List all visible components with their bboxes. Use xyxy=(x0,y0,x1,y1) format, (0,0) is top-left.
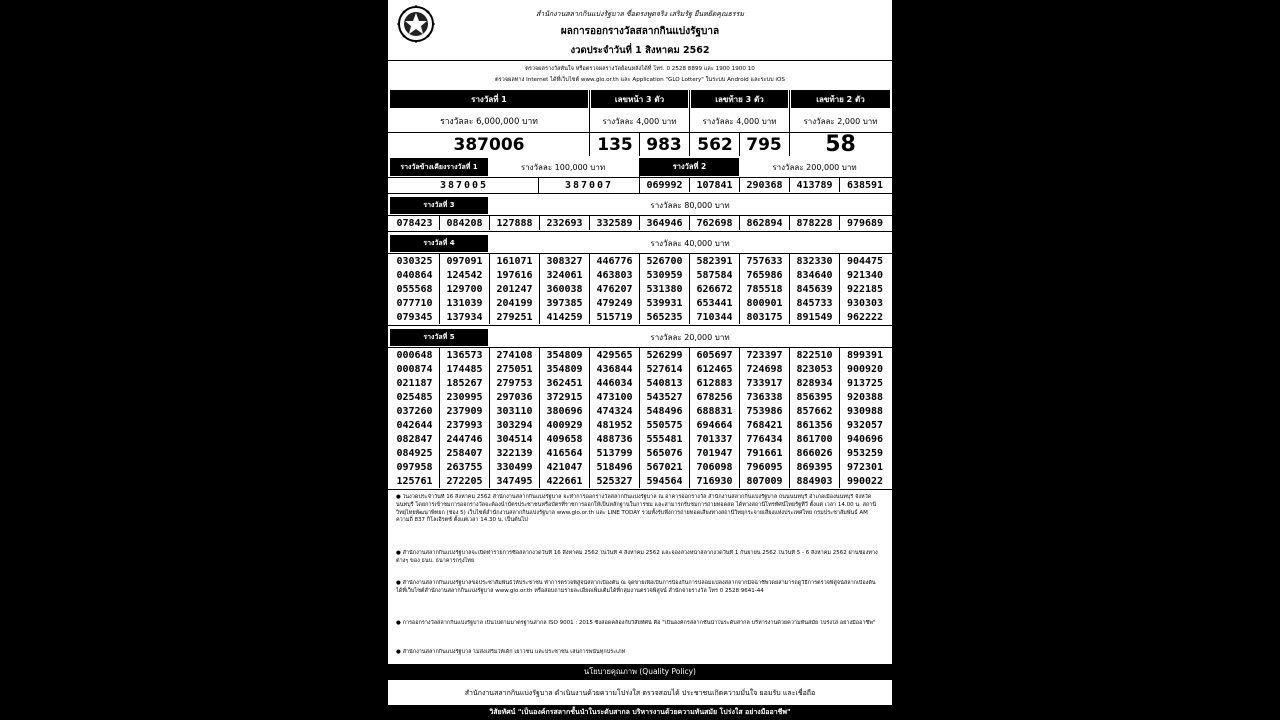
prize5-number: 776434 xyxy=(740,432,790,446)
prize5-number: 042644 xyxy=(390,418,440,432)
prize4-number: 930303 xyxy=(846,297,884,309)
prize4-number: 079345 xyxy=(390,310,440,324)
prize5-number: 861700 xyxy=(790,432,840,446)
prize4-number: 710344 xyxy=(690,310,740,324)
first-prize-amount: รางวัลละ 6,000,000 บาท xyxy=(440,117,538,127)
prize2-number: 290368 xyxy=(740,178,790,192)
notice-text: สำนักงานสลากกินแบ่งรัฐบาล ไม่ส่งเสริมให้เด็ก เยาวชน และประชาชน เล่นการพนันทุกประเภท xyxy=(402,649,626,655)
prize5-number: 347495 xyxy=(490,474,540,488)
prize5-number: 174485 xyxy=(440,362,490,376)
prize4-number: 582391 xyxy=(690,254,740,268)
prize4-number: 201247 xyxy=(490,282,540,296)
prize3-number: 878228 xyxy=(790,216,840,230)
back3-amount: รางวัลละ 4,000 บาท xyxy=(702,116,777,126)
prize5-number: 913725 xyxy=(846,377,884,389)
prize5-number: 753986 xyxy=(740,404,790,418)
prize4-number: 626672 xyxy=(690,282,740,296)
prize3-numbers xyxy=(390,216,890,230)
prize2-number: 069992 xyxy=(640,178,690,192)
prize4-number: 097091 xyxy=(440,254,490,268)
prize5-number: 481952 xyxy=(590,418,640,432)
prize3-number: 332589 xyxy=(590,216,640,230)
prize2-amount: รางวัลละ 200,000 บาท xyxy=(772,162,857,172)
prize3-number: 364946 xyxy=(640,216,690,230)
prize4-number: 765986 xyxy=(740,268,790,282)
prize3-number: 862894 xyxy=(740,216,790,230)
prize4-number: 279251 xyxy=(490,310,540,324)
prize5-number: 429565 xyxy=(590,348,640,362)
divider xyxy=(639,133,640,156)
prize5-number: 856395 xyxy=(790,390,840,404)
prize5-number: 244746 xyxy=(440,432,490,446)
prize5-number: 791661 xyxy=(740,446,790,460)
prize3-number: 084208 xyxy=(440,216,490,230)
notice-item: ● ในงวดประจำวันที่ 16 สิงหาคม 2562 สำนักงานสลากกินแบ่งรัฐบาล จะทำการออกรางวัลสลากกินแบ่งรัฐบาล ณ อาคารออกรางวัล สำนักงานสลากกินแบ่งรัฐบาล ถนนนนทบุรี อำเภอเมืองนนทบุรี จังหวัดนนทบุรี โดยการเข้าชมการออกรางวัลจะต้องนำบัตรประชาชนหรือบัตรที่ราชการออกให้เป็นหลักฐานในการชม และสามารถรับชมการถ่ายทอดสด ได้ทางสถานีโทรทัศน์ไทยรัฐทีวี ตั้งแต่ เวลา 14.00 น. สถานีวิทยุไทยพัฒนาพิทยก (ช่อง 5) เว็บไซต์สำนักงานสลากกินแบ่งรัฐบาล www.glo.or.th และ LINE TODAY รวมทั้งรับฟังการถ่ายทอดเสียงทางสถานีวิทยุกระจายเสียงแห่งประเทศไทย กรมประชาสัมพันธ์ AM ความถี่ 837 กิโลเฮิรตซ์ ตั้งแต่เวลา 14.30 น. เป็นต้นไป xyxy=(396,494,877,524)
prize4-number: 565235 xyxy=(640,310,690,324)
prize4-number: 515719 xyxy=(590,310,640,324)
prize5-number: 900920 xyxy=(846,363,884,375)
prize2-number: 638591 xyxy=(846,179,884,191)
prize4-number: 308327 xyxy=(540,254,590,268)
prize2-number: 107841 xyxy=(690,178,740,192)
prize5-number: 303294 xyxy=(490,418,540,432)
prize4-number: 526700 xyxy=(640,254,690,268)
prize4-label: รางวัลที่ 4 xyxy=(390,235,488,252)
prize5-number: 362451 xyxy=(540,376,590,390)
prize5-number: 518496 xyxy=(590,460,640,474)
prize5-number: 421047 xyxy=(540,460,590,474)
prize5-number: 565076 xyxy=(640,446,690,460)
prize5-number: 567021 xyxy=(640,460,690,474)
prize4-number: 077710 xyxy=(390,296,440,310)
prize4-numbers xyxy=(390,254,890,324)
prize5-number: 380696 xyxy=(540,404,590,418)
prize5-number: 701947 xyxy=(690,446,740,460)
front3-number-b: 983 xyxy=(646,134,682,155)
prize4-number: 131039 xyxy=(440,296,490,310)
prize5-number: 828934 xyxy=(790,376,840,390)
notice-item: ● สำนักงานสลากกินแบ่งรัฐบาลจะเปิดทำรายการซื้อสลากงวดวันที่ 16 สิงหาคม 2562 ในวันที่ 4 สิงหาคม 2562 และจองล่วงหน้าสลากงวดวันที่ 1 กันยายน 2562 ในวันที่ 5 - 6 สิงหาคม 2562 ผ่านช่องทางต่างๆ ของ ธนบ. ธนาคารกรุงไทย xyxy=(396,550,878,564)
prize5-number: 354809 xyxy=(540,362,590,376)
prize4-number: 414259 xyxy=(540,310,590,324)
prize5-number: 237993 xyxy=(440,418,490,432)
prize4-number: 446776 xyxy=(590,254,640,268)
prize4-number: 124542 xyxy=(440,268,490,282)
prize4-number: 904475 xyxy=(846,255,884,267)
prize5-number: 436844 xyxy=(590,362,640,376)
prize4-number: 845733 xyxy=(790,296,840,310)
prize4-number: 360038 xyxy=(540,282,590,296)
prize4-number: 845639 xyxy=(790,282,840,296)
prize5-number: 612883 xyxy=(690,376,740,390)
front3-label: เลขหน้า 3 ตัว xyxy=(591,90,688,108)
prize4-number: 757633 xyxy=(740,254,790,268)
prize4-number: 055568 xyxy=(390,282,440,296)
notice-text: การออกรางวัลสลากกินแบ่งรัฐบาล เป็นไปตามมาตรฐานสากล ISO 9001 : 2015 ซึ่งสอดคล้องกับวิสัยทัศน์ คือ "เป็นองค์กรสลากชั้นนำในระดับสากล บริหารงานด้วยความทันสมัย โปร่งใส อย่างมืออาชีพ" xyxy=(402,620,876,626)
notice-item: ● สำนักงานสลากกินแบ่งรัฐบาล ไม่ส่งเสริมให้เด็ก เยาวชน และประชาชน เล่นการพนันทุกประเภท xyxy=(396,649,626,655)
prize4-number: 834640 xyxy=(790,268,840,282)
back3-number-b: 795 xyxy=(746,134,782,155)
prize5-number: 940696 xyxy=(846,433,884,445)
prize5-number: 823053 xyxy=(790,362,840,376)
prize3-label: รางวัลที่ 3 xyxy=(390,197,488,214)
prize4-number: 463803 xyxy=(590,268,640,282)
prize5-number: 237909 xyxy=(440,404,490,418)
prize5-number: 857662 xyxy=(790,404,840,418)
prize5-number: 612465 xyxy=(690,362,740,376)
prize5-number: 025485 xyxy=(390,390,440,404)
prize5-number: 037260 xyxy=(390,404,440,418)
prize4-number: 653441 xyxy=(690,296,740,310)
prize5-number: 474324 xyxy=(590,404,640,418)
prize5-number: 000648 xyxy=(390,348,440,362)
prize5-number: 258407 xyxy=(440,446,490,460)
prize5-number: 678256 xyxy=(690,390,740,404)
prize5-number: 263755 xyxy=(440,460,490,474)
prize5-number: 723397 xyxy=(740,348,790,362)
prize5-number: 272205 xyxy=(440,474,490,488)
notice-item: ● การออกรางวัลสลากกินแบ่งรัฐบาล เป็นไปตามมาตรฐานสากล ISO 9001 : 2015 ซึ่งสอดคล้องกับวิสัยทัศน์ คือ "เป็นองค์กรสลากชั้นนำในระดับสากล บริหารงานด้วยความทันสมัย โปร่งใส อย่างมืออาชีพ" xyxy=(396,620,876,626)
prize5-number: 422661 xyxy=(540,474,590,488)
near-first-number-1: 387005 xyxy=(439,180,489,191)
prize5-number: 688831 xyxy=(690,404,740,418)
prize5-number: 953259 xyxy=(846,447,884,459)
prize4-number: 040864 xyxy=(390,268,440,282)
divider xyxy=(388,325,892,326)
back3-label: เลขท้าย 3 ตัว xyxy=(691,90,788,108)
prize5-number: 543527 xyxy=(640,390,690,404)
prize5-number: 322139 xyxy=(490,446,540,460)
quality-policy-title: นโยบายคุณภาพ (Quality Policy) xyxy=(388,664,892,680)
prize5-number: 807009 xyxy=(740,474,790,488)
prize5-number: 706098 xyxy=(690,460,740,474)
prize4-number: 832330 xyxy=(790,254,840,268)
prize5-numbers xyxy=(390,348,890,488)
check-web-note: ตรวจผลทาง Internet ได้ที่เว็บไซต์ www.glo.or.th และ Application "GLO Lottery" ในระบบ Android และระบบ iOS xyxy=(495,77,785,83)
prize5-number: 733917 xyxy=(740,376,790,390)
prize5-number: 694664 xyxy=(690,418,740,432)
prize4-number: 803175 xyxy=(740,310,790,324)
prize4-number: 479249 xyxy=(590,296,640,310)
prize2-numbers xyxy=(640,178,890,192)
prize5-number: 724698 xyxy=(740,362,790,376)
prize4-number: 137934 xyxy=(440,310,490,324)
prize5-number: 701337 xyxy=(690,432,740,446)
notice-text: ในงวดประจำวันที่ 16 สิงหาคม 2562 สำนักงานสลากกินแบ่งรัฐบาล จะทำการออกรางวัลสลากกินแบ่งรัฐบาล ณ อาคารออกรางวัล สำนักงานสลากกินแบ่งรัฐบาล ถนนนนทบุรี อำเภอเมืองนนทบุรี จังหวัดนนทบุรี โดยการเข้าชมการออกรางวัลจะต้องนำบัตรประชาชนหรือบัตรที่ราชการออกให้เป็นหลักฐานในการชม และสามารถรับชมการถ่ายทอดสด ได้ทางสถานีโทรทัศน์ไทยรัฐทีวี ตั้งแต่ เวลา 14.00 น. สถานีวิทยุไทยพัฒนาพิทยก (ช่อง 5) เว็บไซต์สำนักงานสลากกินแบ่งรัฐบาล www.glo.or.th และ LINE TODAY รวมทั้งรับฟังการถ่ายทอดเสียงทางสถานีวิทยุกระจายเสียงแห่งประเทศไทย กรมประชาสัมพันธ์ AM ความถี่ 837 กิโลเฮิรตซ์ ตั้งแต่เวลา 14.30 น. เป็นต้นไป xyxy=(396,494,877,524)
divider xyxy=(689,90,690,156)
prize5-number: 990022 xyxy=(846,475,884,487)
prize5-number: 884903 xyxy=(790,474,840,488)
prize5-number: 084925 xyxy=(390,446,440,460)
prize5-number: 605697 xyxy=(690,348,740,362)
prize5-number: 416564 xyxy=(540,446,590,460)
prize5-number: 400929 xyxy=(540,418,590,432)
near-first-amount: รางวัลละ 100,000 บาท xyxy=(520,162,606,172)
prize4-number: 530959 xyxy=(640,268,690,282)
prize5-number: 513799 xyxy=(590,446,640,460)
vision-banner: วิสัยทัศน์ "เป็นองค์กรสลากชั้นนำในระดับสากล บริหารงานด้วยความทันสมัย โปร่งใส อย่างมืออาชีพ" xyxy=(388,705,892,720)
org-line: สำนักงานสลากกินแบ่งรัฐบาล ซื่อตรงพูดจริง เสริมรัฐ ยืนหยัดคุณธรรม xyxy=(536,10,744,18)
prize5-number: 275051 xyxy=(490,362,540,376)
divider xyxy=(589,90,590,156)
prize5-number: 866026 xyxy=(790,446,840,460)
prize5-number: 136573 xyxy=(440,348,490,362)
front3-number-a: 135 xyxy=(597,134,633,155)
prize5-number: 930988 xyxy=(846,405,884,417)
prize5-number: 540813 xyxy=(640,376,690,390)
prize5-number: 548496 xyxy=(640,404,690,418)
check-phone-note: ตรวจผลรางวัลทันใจ หรือตรวจผลรางวัลย้อนหลังได้ที่ โทร. 0 2528 8899 และ 1900 1900 10 xyxy=(525,66,755,72)
prize5-number: 297036 xyxy=(490,390,540,404)
prize5-number: 125761 xyxy=(390,474,440,488)
prize5-number: 526299 xyxy=(640,348,690,362)
quality-policy-text: สำนักงานสลากกินแบ่งรัฐบาล ดำเนินงานด้วยความโปร่งใส ตรวจสอบได้ ประชาชนเกิดความมั่นใจ ยอมรับ และเชื่อถือ xyxy=(464,689,816,697)
prize4-number: 397385 xyxy=(540,296,590,310)
prize5-number: 372915 xyxy=(540,390,590,404)
page-title: ผลการออกรางวัลสลากกินแบ่งรัฐบาล xyxy=(560,26,720,37)
prize5-number: 304514 xyxy=(490,432,540,446)
prize5-number: 303110 xyxy=(490,404,540,418)
prize4-number: 962222 xyxy=(846,311,884,323)
prize5-number: 082847 xyxy=(390,432,440,446)
prize5-number: 736338 xyxy=(740,390,790,404)
prize2-number: 413789 xyxy=(790,178,840,192)
prize5-number: 446034 xyxy=(590,376,640,390)
prize5-amount: รางวัลละ 20,000 บาท xyxy=(650,333,730,342)
prize5-number: 473100 xyxy=(590,390,640,404)
prize3-number: 979689 xyxy=(846,217,884,229)
front3-amount: รางวัลละ 4,000 บาท xyxy=(602,116,677,126)
divider xyxy=(789,90,790,156)
prize3-number: 762698 xyxy=(690,216,740,230)
prize5-number: 274108 xyxy=(490,348,540,362)
notice-text: สำนักงานสลากกินแบ่งรัฐบาลขอประชาสัมพันธ์ให้ประชาชน ทำการตรวจพิสูจน์สลากเบื้องต้น ณ จุดขายเพื่อเป็นการป้องกันการปลอมแปลงสลากจากมิจฉาชีพโดยสามารถดูวิธีการตรวจพิสูจน์สลากเบื้องต้นได้ที่เว็บไซต์สำนักงานสลากกินแบ่งรัฐบาล www.glo.or.th หรือสอบถามรายละเอียดเพิ่มเติมได้ที่กลุ่มงานตรวจพิสูจน์ สำนักจ่ายรางวัล โทร 0 2528 9641-44 xyxy=(396,580,876,594)
prize4-number: 324061 xyxy=(540,268,590,282)
lottery-result-sheet xyxy=(388,0,892,720)
prize4-number: 129700 xyxy=(440,282,490,296)
prize5-number: 097958 xyxy=(390,460,440,474)
prize5-number: 899391 xyxy=(846,349,884,361)
prize5-number: 409658 xyxy=(540,432,590,446)
back2-amount: รางวัลละ 2,000 บาท xyxy=(803,116,878,126)
prize4-number: 800901 xyxy=(740,296,790,310)
prize4-number: 785518 xyxy=(740,282,790,296)
back2-label: เลขท้าย 2 ตัว xyxy=(791,90,890,108)
prize5-number: 525327 xyxy=(590,474,640,488)
prize4-number: 921340 xyxy=(846,269,884,281)
prize4-number: 587584 xyxy=(690,268,740,282)
prize4-number: 204199 xyxy=(490,296,540,310)
prize5-number: 488736 xyxy=(590,432,640,446)
prize5-number: 972301 xyxy=(846,461,884,473)
prize5-number: 185267 xyxy=(440,376,490,390)
prize5-number: 768421 xyxy=(740,418,790,432)
first-prize-number: 387006 xyxy=(453,134,525,155)
prize3-number: 127888 xyxy=(490,216,540,230)
prize5-number: 000874 xyxy=(390,362,440,376)
prize4-number: 539931 xyxy=(640,296,690,310)
divider xyxy=(739,133,740,156)
prize5-number: 330499 xyxy=(490,460,540,474)
prize5-number: 550575 xyxy=(640,418,690,432)
divider xyxy=(388,489,892,490)
divider xyxy=(388,231,892,232)
prize5-number: 527614 xyxy=(640,362,690,376)
prize4-amount: รางวัลละ 40,000 บาท xyxy=(650,239,730,248)
near-first-number-2: 387007 xyxy=(564,180,614,191)
prize4-number: 476207 xyxy=(590,282,640,296)
prize5-number: 822510 xyxy=(790,348,840,362)
prize3-number: 078423 xyxy=(390,216,440,230)
prize5-number: 021187 xyxy=(390,376,440,390)
notice-item: ● สำนักงานสลากกินแบ่งรัฐบาลขอประชาสัมพันธ์ให้ประชาชน ทำการตรวจพิสูจน์สลากเบื้องต้น ณ จุดขายเพื่อเป็นการป้องกันการปลอมแปลงสลากจากมิจฉาชีพโดยสามารถดูวิธีการตรวจพิสูจน์สลากเบื้องต้นได้ที่เว็บไซต์สำนักงานสลากกินแบ่งรัฐบาล www.glo.or.th หรือสอบถามรายละเอียดเพิ่มเติมได้ที่กลุ่มงานตรวจพิสูจน์ สำนักจ่ายรางวัล โทร 0 2528 9641-44 xyxy=(396,580,876,594)
prize3-number: 232693 xyxy=(540,216,590,230)
divider xyxy=(538,178,539,193)
divider xyxy=(388,193,892,194)
prize4-number: 891549 xyxy=(790,310,840,324)
prize5-label: รางวัลที่ 5 xyxy=(390,329,488,346)
prize5-number: 932057 xyxy=(846,419,884,431)
prize5-number: 354809 xyxy=(540,348,590,362)
draw-date: งวดประจำวันที่ 1 สิงหาคม 2562 xyxy=(570,45,710,56)
prize5-number: 796095 xyxy=(740,460,790,474)
notice-text: สำนักงานสลากกินแบ่งรัฐบาลจะเปิดทำรายการซื้อสลากงวดวันที่ 16 สิงหาคม 2562 ในวันที่ 4 สิงหาคม 2562 และจองล่วงหน้าสลากงวดวันที่ 1 กันยายน 2562 ในวันที่ 5 - 6 สิงหาคม 2562 ผ่านช่องทางต่างๆ ของ ธนบ. ธนาคารกรุงไทย xyxy=(396,550,878,564)
prize3-amount: รางวัลละ 80,000 บาท xyxy=(650,201,730,210)
divider xyxy=(388,60,892,61)
prize4-number: 531380 xyxy=(640,282,690,296)
back2-number: 58 xyxy=(825,132,856,157)
prize2-label: รางวัลที่ 2 xyxy=(640,158,739,176)
prize4-number: 197616 xyxy=(490,268,540,282)
prize5-number: 716930 xyxy=(690,474,740,488)
prize4-number: 161071 xyxy=(490,254,540,268)
prize5-number: 594564 xyxy=(640,474,690,488)
prize5-number: 869395 xyxy=(790,460,840,474)
prize4-number: 922185 xyxy=(846,283,884,295)
first-prize-label: รางวัลที่ 1 xyxy=(390,90,588,108)
prize5-number: 920388 xyxy=(846,391,884,403)
prize5-number: 861356 xyxy=(790,418,840,432)
prize5-number: 555481 xyxy=(640,432,690,446)
back3-number-a: 562 xyxy=(697,134,733,155)
prize5-number: 230995 xyxy=(440,390,490,404)
prize4-number: 030325 xyxy=(390,254,440,268)
near-first-label: รางวัลข้างเคียงรางวัลที่ 1 xyxy=(390,158,488,176)
prize5-number: 279753 xyxy=(490,376,540,390)
